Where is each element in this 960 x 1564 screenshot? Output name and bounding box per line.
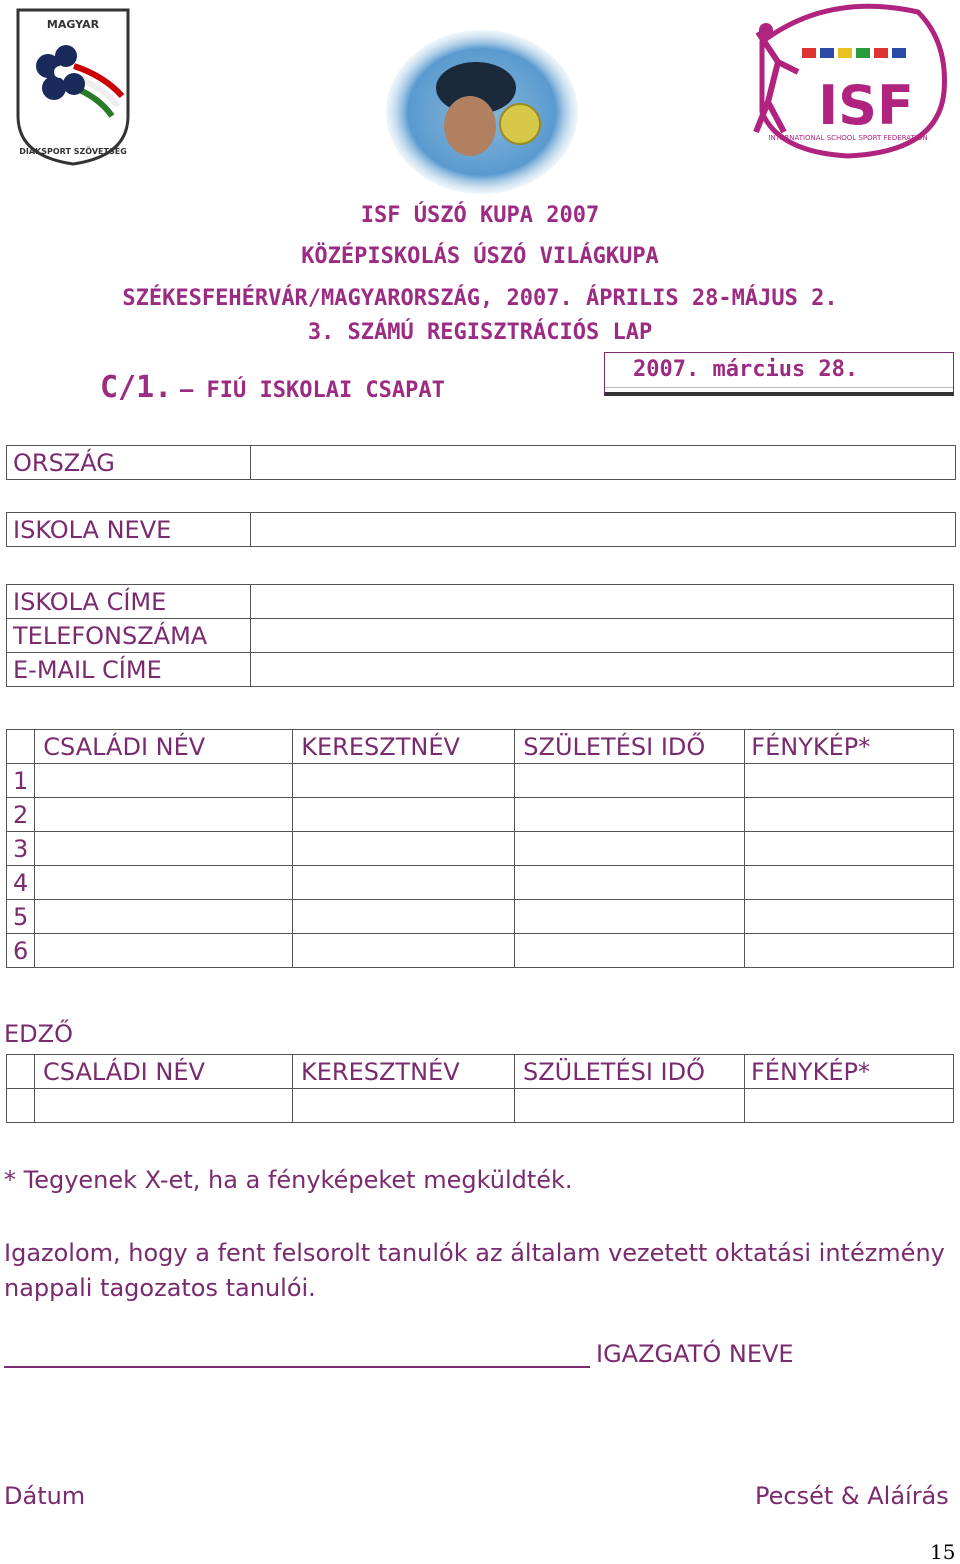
title-form-number: 3. SZÁMÚ REGISZTRÁCIÓS LAP [307,320,653,345]
lastname-cell[interactable] [35,798,293,832]
row-number: 4 [7,866,35,900]
lastname-cell[interactable] [35,900,293,934]
table-row [7,934,954,968]
lastname-cell[interactable] [35,934,293,968]
row-number: 5 [7,900,35,934]
firstname-cell[interactable] [293,764,515,798]
coach-header-firstname: KERESZTNÉV [293,1055,515,1089]
birthdate-cell[interactable] [515,798,745,832]
photo-cell[interactable] [745,832,954,866]
birthdate-cell[interactable] [515,764,745,798]
form-code: C/1. [100,370,173,405]
coach-photo-cell[interactable] [745,1089,954,1123]
row-number: 2 [7,798,35,832]
photo-cell[interactable] [745,764,954,798]
table-row [7,900,954,934]
coach-birthdate-cell[interactable] [515,1089,745,1123]
photo-cell[interactable] [745,866,954,900]
coach-lastname-cell[interactable] [35,1089,293,1123]
firstname-cell[interactable] [293,934,515,968]
date-text: 2007. március 28. [633,357,859,382]
school-email-field[interactable] [251,653,954,687]
svg-text:DIÁKSPORT SZÖVETSÉG: DIÁKSPORT SZÖVETSÉG [19,147,127,156]
players-header-num [7,730,35,764]
school-email-label: E-MAIL CÍME [7,653,251,687]
country-label: ORSZÁG [7,446,251,480]
lastname-cell[interactable] [35,832,293,866]
table-row [7,866,954,900]
svg-text:ISF: ISF [818,74,914,137]
mdsz-logo [14,6,132,168]
coach-header-photo: FÉNYKÉP* [745,1055,954,1089]
firstname-cell[interactable] [293,832,515,866]
players-header-lastname: CSALÁDI NÉV [35,730,293,764]
birthdate-cell[interactable] [515,934,745,968]
date-box [604,352,954,396]
stamp-signature-label: Pecsét & Aláírás [755,1482,949,1510]
school-name-field[interactable] [251,513,956,547]
school-address-label: ISKOLA CÍME [7,585,251,619]
coach-header-lastname: CSALÁDI NÉV [35,1055,293,1089]
lastname-cell[interactable] [35,866,293,900]
isf-logo [748,2,948,160]
title-worldcup: KÖZÉPISKOLÁS ÚSZÓ VILÁGKUPA [301,244,659,269]
waterpolo-photo [384,28,580,196]
players-table [6,729,954,968]
school-phone-field[interactable] [251,619,954,653]
row-number: 3 [7,832,35,866]
school-phone-label: TELEFONSZÁMA [7,619,251,653]
players-header-birthdate: SZÜLETÉSI IDŐ [515,730,745,764]
players-header-photo: FÉNYKÉP* [745,730,954,764]
row-number: 6 [7,934,35,968]
firstname-cell[interactable] [293,866,515,900]
title-venue-dates: SZÉKESFEHÉRVÁR/MAGYARORSZÁG, 2007. ÁPRILIS 28-MÁJUS 2. [122,286,838,311]
page-number: 15 [930,1540,956,1564]
photo-note: * Tegyenek X-et, ha a fényképeket megküldték. [4,1166,573,1194]
coach-table [6,1054,954,1123]
photo-cell[interactable] [745,900,954,934]
school-name-label: ISKOLA NEVE [7,513,251,547]
table-row [7,764,954,798]
firstname-cell[interactable] [293,900,515,934]
row-number: 1 [7,764,35,798]
school-name-table [6,512,956,547]
coach-header-row [7,1055,954,1089]
principal-label: IGAZGATÓ NEVE [596,1340,794,1368]
school-contact-table [6,584,954,687]
certification-text: Igazolom, hogy a fent felsorolt tanulók az általam vezetett oktatási intézmény nappali tagozatos tanulói. [4,1239,945,1302]
svg-text:INTERNATIONAL SCHOOL SPORT FED: INTERNATIONAL SCHOOL SPORT FEDERATION [768,134,928,142]
lastname-cell[interactable] [35,764,293,798]
coach-firstname-cell[interactable] [293,1089,515,1123]
country-table [6,445,956,480]
firstname-cell[interactable] [293,798,515,832]
principal-signature-line [4,1340,794,1368]
players-header-firstname: KERESZTNÉV [293,730,515,764]
school-address-field[interactable] [251,585,954,619]
players-header-row [7,730,954,764]
coach-row-number [7,1089,35,1123]
date-label: Dátum [4,1482,86,1510]
coach-label: EDZŐ [4,1020,73,1048]
birthdate-cell[interactable] [515,832,745,866]
country-field[interactable] [251,446,956,480]
birthdate-cell[interactable] [515,900,745,934]
table-row [7,798,954,832]
principal-name-field[interactable] [4,1340,590,1368]
birthdate-cell[interactable] [515,866,745,900]
coach-header-birthdate: SZÜLETÉSI IDŐ [515,1055,745,1089]
coach-header-num [7,1055,35,1089]
title-cup: ISF ÚSZÓ KUPA 2007 [360,203,600,228]
table-row [7,1089,954,1123]
photo-cell[interactable] [745,798,954,832]
photo-cell[interactable] [745,934,954,968]
form-subtitle: – FIÚ ISKOLAI CSAPAT [180,378,445,403]
table-row [7,832,954,866]
svg-text:MAGYAR: MAGYAR [46,18,100,31]
